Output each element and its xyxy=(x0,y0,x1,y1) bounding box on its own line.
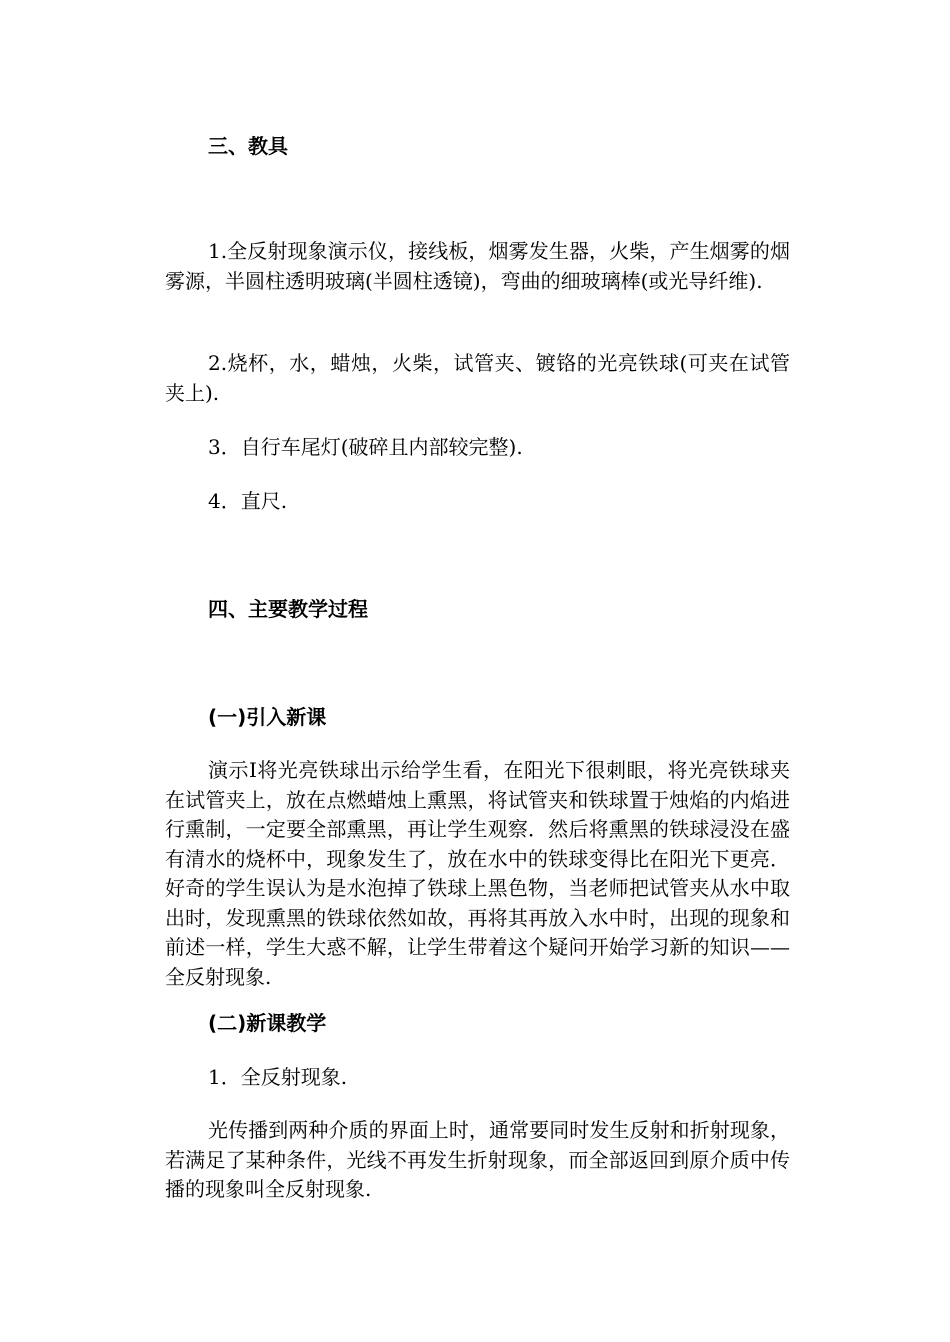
subheading-introduce-lesson: (一)引入新课 xyxy=(208,705,327,729)
subheading-new-lesson: (二)新课教学 xyxy=(208,1011,327,1035)
teaching-aid-item-2: 2.烧杯，水，蜡烛，火柴，试管夹、镀铬的光亮铁球(可夹在试管夹上). xyxy=(165,351,790,405)
teaching-aid-item-3: 3．自行车尾灯(破碎且内部较完整). xyxy=(208,435,523,459)
teaching-aid-item-4: 4．直尺. xyxy=(208,489,288,513)
section-heading-teaching-aids: 三、教具 xyxy=(208,134,288,158)
paragraph-total-reflection-definition: 光传播到两种介质的界面上时，通常要同时发生反射和折射现象，若满足了某种条件，光线不再发生折射现象，而全部返回到原介质中传播的现象叫全反射现象. xyxy=(165,1118,790,1201)
paragraph-demonstration: 演示Ⅰ将光亮铁球出示给学生看，在阳光下很刺眼，将光亮铁球夹在试管夹上，放在点燃蜡烛上熏黑，将试管夹和铁球置于烛焰的内焰进行熏制，一定要全部熏黑，再让学生观察．然后将熏黑的铁球浸没在盛有清水的烧杯中，现象发生了，放在水中的铁球变得比在阳光下更亮．好奇的学生误认为是水泡掉了铁球上黑色物，当老师把试管夹从水中取出时，发现熏黑的铁球依然如故，再将其再放入水中时，出现的现象和前述一样，学生大惑不解，让学生带着这个疑问开始学习新的知识——全反射现象. xyxy=(165,758,790,989)
section-heading-teaching-process: 四、主要教学过程 xyxy=(208,597,368,621)
list-item-total-reflection: 1．全反射现象. xyxy=(208,1065,348,1089)
teaching-aid-item-1: 1.全反射现象演示仪，接线板，烟雾发生器，火柴，产生烟雾的烟雾源，半圆柱透明玻璃(半圆柱透镜)，弯曲的细玻璃棒(或光导纤维). xyxy=(165,239,790,293)
